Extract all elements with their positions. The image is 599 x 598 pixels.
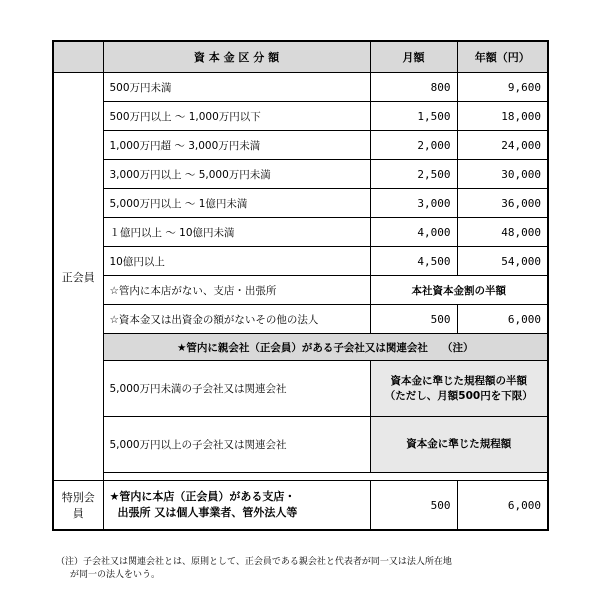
row-monthly: 3,000 (370, 189, 457, 218)
header-blank (53, 41, 103, 73)
row-monthly: 2,000 (370, 131, 457, 160)
other-corporation-label: ☆資本金又は出資金の額がないその他の法人 (103, 305, 370, 334)
subsidiary-rule-line1: 資本金に準じた規程額の半額 (390, 374, 527, 387)
header-monthly: 月額 (370, 41, 457, 73)
membership-fee-table (52, 40, 549, 531)
branch-office-row (53, 276, 548, 305)
row-yearly: 18,000 (457, 102, 548, 131)
header-yearly: 年額（円） (457, 41, 548, 73)
branch-office-label: ☆管内に本店がない、支店・出張所 (103, 276, 370, 305)
footnote-line2: が同一の法人をいう。 (70, 570, 161, 580)
subsidiary-row (53, 361, 548, 417)
footnote-line1: （注）子会社又は関連会社とは、原則として、正会員である親会社と代表者が同一又は法人所在地 (56, 557, 452, 567)
row-label: 5,000万円以上 ～ 1億円未満 (103, 189, 370, 218)
subsidiary-label: 5,000万円以上の子会社又は関連会社 (103, 417, 370, 473)
subsidiary-rule-line2: （ただし、月額500円を下限） (384, 389, 533, 402)
row-monthly: 800 (370, 73, 457, 102)
special-member-label: 特別会員 (53, 481, 103, 531)
row-label: 500万円以上 ～ 1,000万円以下 (103, 102, 370, 131)
regular-member-label: 正会員 (53, 73, 103, 481)
branch-office-value: 本社資本金割の半額 (370, 276, 548, 305)
other-corporation-yearly: 6,000 (457, 305, 548, 334)
row-yearly: 36,000 (457, 189, 548, 218)
row-yearly: 48,000 (457, 218, 548, 247)
row-monthly: 2,500 (370, 160, 457, 189)
row-monthly: 1,500 (370, 102, 457, 131)
row-yearly: 9,600 (457, 73, 548, 102)
spacer-cell (103, 473, 548, 481)
table-row (53, 218, 548, 247)
row-label: 500万円未満 (103, 73, 370, 102)
special-yearly: 6,000 (457, 481, 548, 531)
special-member-row (53, 481, 548, 531)
table-row (53, 73, 548, 102)
subsidiary-banner: ★管内に親会社（正会員）がある子会社又は関連会社 （注） (103, 334, 548, 361)
other-corporation-row (53, 305, 548, 334)
row-yearly: 30,000 (457, 160, 548, 189)
row-label: １億円以上 ～ 10億円未満 (103, 218, 370, 247)
subsidiary-rule-line1: 資本金に準じた規程額 (406, 438, 512, 450)
table-row (53, 189, 548, 218)
row-label: 10億円以上 (103, 247, 370, 276)
special-monthly: 500 (370, 481, 457, 531)
subsidiary-rule (370, 417, 548, 473)
row-monthly: 4,500 (370, 247, 457, 276)
special-line2: 出張所 又は個人事業者、管外法人等 (117, 506, 298, 519)
other-corporation-monthly: 500 (370, 305, 457, 334)
special-member-description (103, 481, 370, 531)
row-monthly: 4,000 (370, 218, 457, 247)
row-label: 3,000万円以上 ～ 5,000万円未満 (103, 160, 370, 189)
subsidiary-row (53, 417, 548, 473)
special-line1: ★管内に本店（正会員）がある支店・ (109, 490, 296, 503)
table-row (53, 160, 548, 189)
table-row (53, 102, 548, 131)
row-label: 1,000万円超 ～ 3,000万円未満 (103, 131, 370, 160)
table-row (53, 131, 548, 160)
subsidiary-label: 5,000万円未満の子会社又は関連会社 (103, 361, 370, 417)
footnote (56, 556, 452, 582)
table-header-row (53, 41, 548, 73)
table-row (53, 247, 548, 276)
row-yearly: 54,000 (457, 247, 548, 276)
subsidiary-rule (370, 361, 548, 417)
row-yearly: 24,000 (457, 131, 548, 160)
spacer-row (53, 473, 548, 481)
subsidiary-banner-row (53, 334, 548, 361)
header-category: 資 本 金 区 分 額 (103, 41, 370, 73)
